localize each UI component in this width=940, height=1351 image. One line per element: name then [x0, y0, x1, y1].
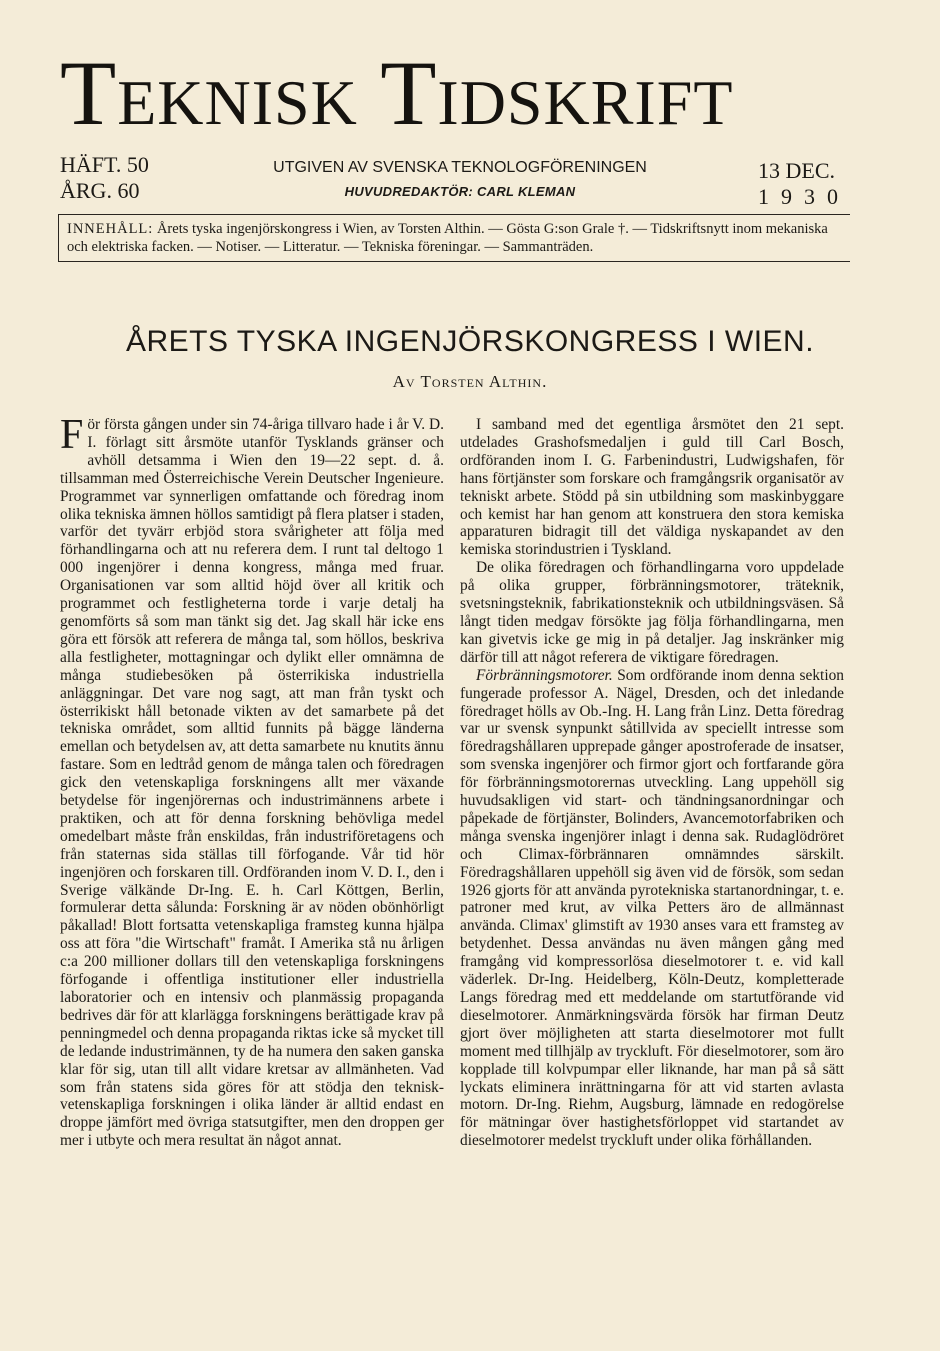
paragraph-text: ör första gången under sin 74-åriga tillvaro hade i år V. D. I. förlagt sitt årsmöte utanför Tysklands gränser och avhöll detsamma i Wien den 19—22 sept. d. å. tillsamman med Österreichische Verein Deutscher Ingenieure. Programmet var synnerligen omfattande och föredrag inom olika tekniska ämnen höllos samtidigt på flera platser i staden, varför det tyvärr erbjöd stora svårigheter att följa med förhandlingarna och att nu referera dem. I runt tal deltogo 1 000 ingenjörer i denna kongress, många med fruar. Organisationen var som alltid höjd över all kritik och programmet och festligheterna torde i varje detalj ha genomförts så som man tänkt sig det. Jag skall här icke ens göra ett försök att referera de många tal, som höllos, beskriva alla festligheter, mottagningar och dylikt eller omnämna de många studiebesöken på österrikiska industriella anläggningar. Det vare nog sagt, att man från tyskt och österrikiskt håll betonade vikten av det samarbete på det tekniska området, som alltid funnits på bägge länderna emellan och betydelsen av, att detta samarbete nu knutits ännu fastare. Som en ledtråd genom de många talen och föredragen gick den vetenskapliga forskningens allt mer växande betydelse för ingenjörernas och industrimännens arbete i praktiken, och att för denna forskning behövliga medel omedelbart måste från enskildas, från industriföretagens och från staternas sida ställas till förfogande. Vår tid hör ingenjören och forskaren till. Ordföranden inom V. D. I., den i Sverige välkände Dr-Ing. E. h. Carl Köttgen, Berlin, formulerar detta sålunda: Forskning är av nöden obönhörligt påkallad! Blott fortsatta vetenskapliga framsteg kunna hjälpa oss att föra "die Wirtschaft" framåt. I Amerika stå nu årligen c:a 200 millioner dollars till den vetenskapliga forskningens förfogande i offentliga institutioner eller industriella laboratorier och en intensiv och planmässig propaganda bedrives där för att klarlägga forskningens berättigade krav på penningmedel och denna propaganda riktas icke så mycket till de ledande industrimännen, ty de ha numera den saken ganska klar för sig, utan till allt vidare kretsar av allmänheten. Vad som från statens sida göres för att stödja den teknisk-vetenskapliga forskningen i olika länder är alltid endast en droppe jämfört med övriga statsutgifter, men den droppen ger mer i utbyte och mera resultat än något annat. — [60, 416, 444, 1150]
article-title: ÅRETS TYSKA INGENJÖRSKONGRESS I WIEN. — [125, 325, 815, 358]
editor-line: HUVUDREDAKTÖR: CARL KLEMAN — [344, 184, 576, 199]
contents-text: Årets tyska ingenjörskongress i Wien, av Torsten Althin. — Gösta G:son Grale †. — Tidskriftsnytt inom mekaniska och elektriska facken. — Notiser. — Litteratur. — Tekniska föreningar. — Sammanträden. — [67, 221, 828, 255]
paragraph — [460, 667, 844, 1150]
masthead-title: Teknisk Tidskrift — [60, 42, 734, 144]
issue-year: 1930 — [758, 184, 850, 209]
issue-date — [758, 158, 858, 210]
article-column-left — [60, 412, 444, 1150]
paragraph-text: Som ordförande inom denna sektion fungerade professor A. Nägel, Dresden, och det inledande föredraget hölls av Ob.-Ing. H. Lang från Linz. Detta föredrag var ur svensk synpunkt såtillvida av speciellt intresse som föredragshållaren upprepade gånger apostroferade de insatser, som svenska ingenjörer och firmor gjort och fortfarande göra för förbränningsmotorernas utveckling. Lang uppehöll sig huvudsakligen vid start- och tändningsanordningar och påpekade de förtjänster, Bolinders, Avancemotorfabriken och många svenska ingenjörer inlagt i denna sak. Rudaglödröret och Climax-förbrännaren omnämndes särskilt. Föredragshållaren uppehöll sig även vid de försök, som sedan 1926 gjorts för att använda pyrotekniska startanordningar, t. e. patroner med krut, av vilka Petters äro de allmännast använda. Climax' glimstift av 1930 anses vara ett framsteg av betydenhet. Dessa användas nu även mången gång med framgång vid kompressorlösa dieselmotorer t. e. vid kall väderlek. Dr-Ing. Heidelberg, Köln-Deutz, kompletterade Langs föredrag med ett meddelande om startutförande vid dieselmotorer. Anmärkningsvärda försök har firman Deutz gjort över möjligheten att starta dieselmotorer mot fullt moment med tillhjälp av tryckluft. För dieselmotorer, som äro kopplade till kolvpumpar eller liknande, har man på så sätt lyckats eliminera inrättningarna för att vid starten avlasta motorn. Dr-Ing. Riehm, Augsburg, lämnade en redogörelse för mätningar över hastighetsförloppet vid startandet av dieselmotorer medelst tryckluft under olika förhållanden. — [460, 666, 844, 1150]
paragraph — [60, 412, 444, 1150]
issue-arg: ÅRG. 60 — [60, 178, 140, 203]
issue-day: 13 DEC. — [758, 158, 835, 183]
paragraph: De olika föredragen och förhandlingarna voro uppdelade på olika grupper, förbränningsmotorer, träteknik, svetsningsteknik, fabrikationsteknik och utbildningsväsen. Så långt tiden medgav försökte jag följa förhandlingarna, men kan givetvis icke ge mig in på detaljer. Jag inskränker mig därför till att något referera de viktigare föredragen. — [460, 559, 844, 666]
section-heading: Förbränningsmotorer. — [476, 666, 613, 684]
paragraph: I samband med det egentliga årsmötet den 21 sept. utdelades Grashofsmedaljen i guld till Carl Bosch, ordföranden inom I. G. Farbenindustri, Ludwigshafen, för hans förtjänster som forskare och framgångsrik organisatör av tekniskt arbete. Stödd på sin utbildning som maskinbyggare och kemist har han genom att konstruera den stora kemiska apparaturen bidragit till det väldiga nyskapandet av den kemiska storindustrien i Tyskland. — [460, 416, 844, 559]
contents-label: INNEHÅLL: — [67, 221, 154, 237]
drop-cap: F — [60, 412, 84, 458]
table-of-contents — [58, 214, 850, 262]
issue-number — [60, 152, 149, 204]
issue-haft: HÄFT. 50 — [60, 152, 149, 177]
article-byline: Av Torsten Althin. — [392, 372, 548, 391]
article-column-right — [460, 416, 844, 1150]
publisher-line: UTGIVEN AV SVENSKA TEKNOLOGFÖRENINGEN — [273, 159, 647, 176]
